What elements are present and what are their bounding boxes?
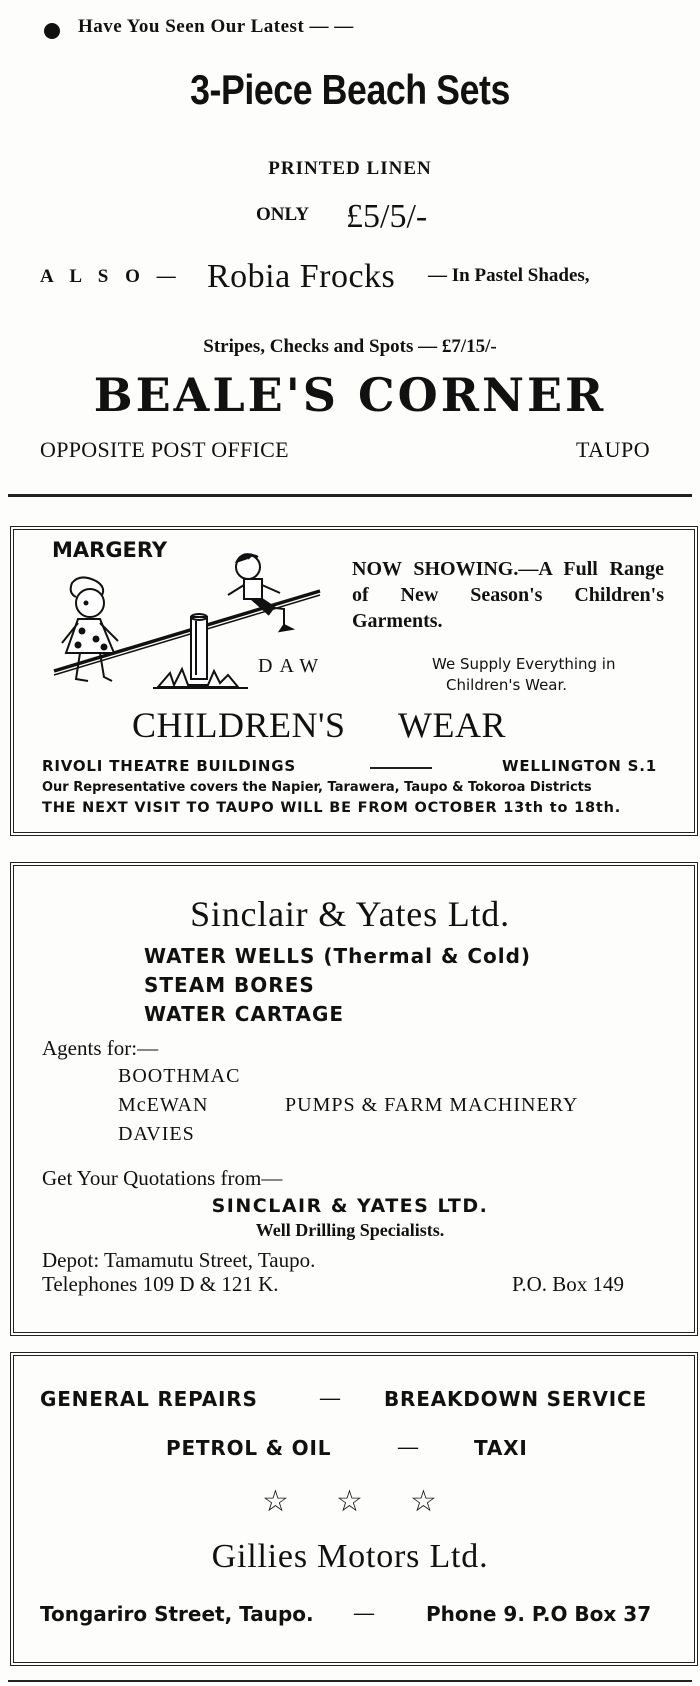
brand-mid: DAW — [258, 655, 326, 677]
service-item: WATER WELLS (Thermal & Cold) — [144, 944, 532, 968]
service-general-repairs: GENERAL REPAIRS — [40, 1387, 258, 1411]
supply-note — [432, 654, 662, 696]
brand-main-b: WEAR — [398, 705, 506, 745]
location-dash — [370, 767, 432, 769]
po-box: P.O. Box 149 — [512, 1272, 625, 1296]
company-name: Gillies Motors Ltd. — [211, 1538, 489, 1575]
company-name: Sinclair & Yates Ltd. — [190, 894, 510, 934]
contact-info: Phone 9. P.O Box 37 — [426, 1602, 652, 1626]
store-name: BEALE'S CORNER — [93, 368, 607, 422]
bullet-icon — [44, 23, 60, 39]
next-visit-note: THE NEXT VISIT TO TAUPO WILL BE FROM OCTOBER 13th to 18th. — [42, 800, 622, 816]
supply-line-1: We Supply Everything in — [432, 655, 616, 673]
service-item: WATER CARTAGE — [144, 1002, 345, 1026]
shop-city: WELLINGTON S.1 — [502, 757, 657, 775]
agent-brand: McEWAN — [118, 1094, 209, 1116]
brand-main-a: CHILDREN'S — [132, 705, 346, 745]
service-petrol: PETROL & OIL — [166, 1436, 332, 1460]
depot-address: Depot: Tamamutu Street, Taupo. — [42, 1248, 316, 1272]
divider — [8, 1680, 692, 1682]
firm-specialty: Well Drilling Specialists. — [255, 1220, 445, 1240]
service-item: STEAM BORES — [144, 973, 315, 997]
shop-location: RIVOLI THEATRE BUILDINGS — [42, 757, 296, 775]
street-address: Tongariro Street, Taupo. — [40, 1602, 314, 1626]
second-product: Robia Frocks — [207, 258, 396, 295]
ad-title: 3-Piece Beach Sets — [190, 66, 510, 113]
firm-name: SINCLAIR & YATES LTD. — [211, 1195, 489, 1217]
star-icon: ☆ — [336, 1484, 363, 1519]
service-taxi: TAXI — [474, 1436, 528, 1460]
divider — [8, 494, 692, 497]
dash: — — [320, 1387, 340, 1409]
second-product-desc: — In Pastel Shades, — [428, 265, 590, 286]
headline: NOW SHOWING.—A Full Range of New Season's Children's Garments. — [352, 558, 664, 632]
quote-label: Get Your Quotations from— — [42, 1166, 283, 1190]
dash: — — [398, 1436, 418, 1458]
agent-brand: BOOTHMAC — [118, 1065, 241, 1087]
also-label: A L S O — — [40, 266, 182, 287]
service-breakdown: BREAKDOWN SERVICE — [384, 1387, 647, 1411]
material-label: PRINTED LINEN — [268, 158, 432, 179]
star-icon: ☆ — [262, 1484, 289, 1519]
store-address: OPPOSITE POST OFFICE — [40, 437, 289, 462]
representative-note: Our Representative covers the Napier, Tarawera, Taupo & Tokoroa Districts — [42, 780, 592, 795]
dash: — — [354, 1602, 374, 1624]
store-town: TAUPO — [576, 437, 651, 462]
second-product-price-line: Stripes, Checks and Spots — £7/15/- — [203, 336, 497, 357]
telephones: Telephones 109 D & 121 K. — [42, 1272, 279, 1296]
only-label: ONLY — [256, 204, 310, 225]
star-icon: ☆ — [410, 1484, 437, 1519]
price: £5/5/- — [346, 198, 428, 235]
agents-label: Agents for:— — [42, 1036, 159, 1060]
agent-brand: DAVIES — [118, 1123, 195, 1145]
brand-top: MARGERY — [52, 538, 168, 562]
supply-line-2: Children's Wear. — [446, 676, 568, 694]
agent-products: PUMPS & FARM MACHINERY — [285, 1094, 579, 1116]
ad-intro: Have You Seen Our Latest — — — [78, 16, 354, 37]
